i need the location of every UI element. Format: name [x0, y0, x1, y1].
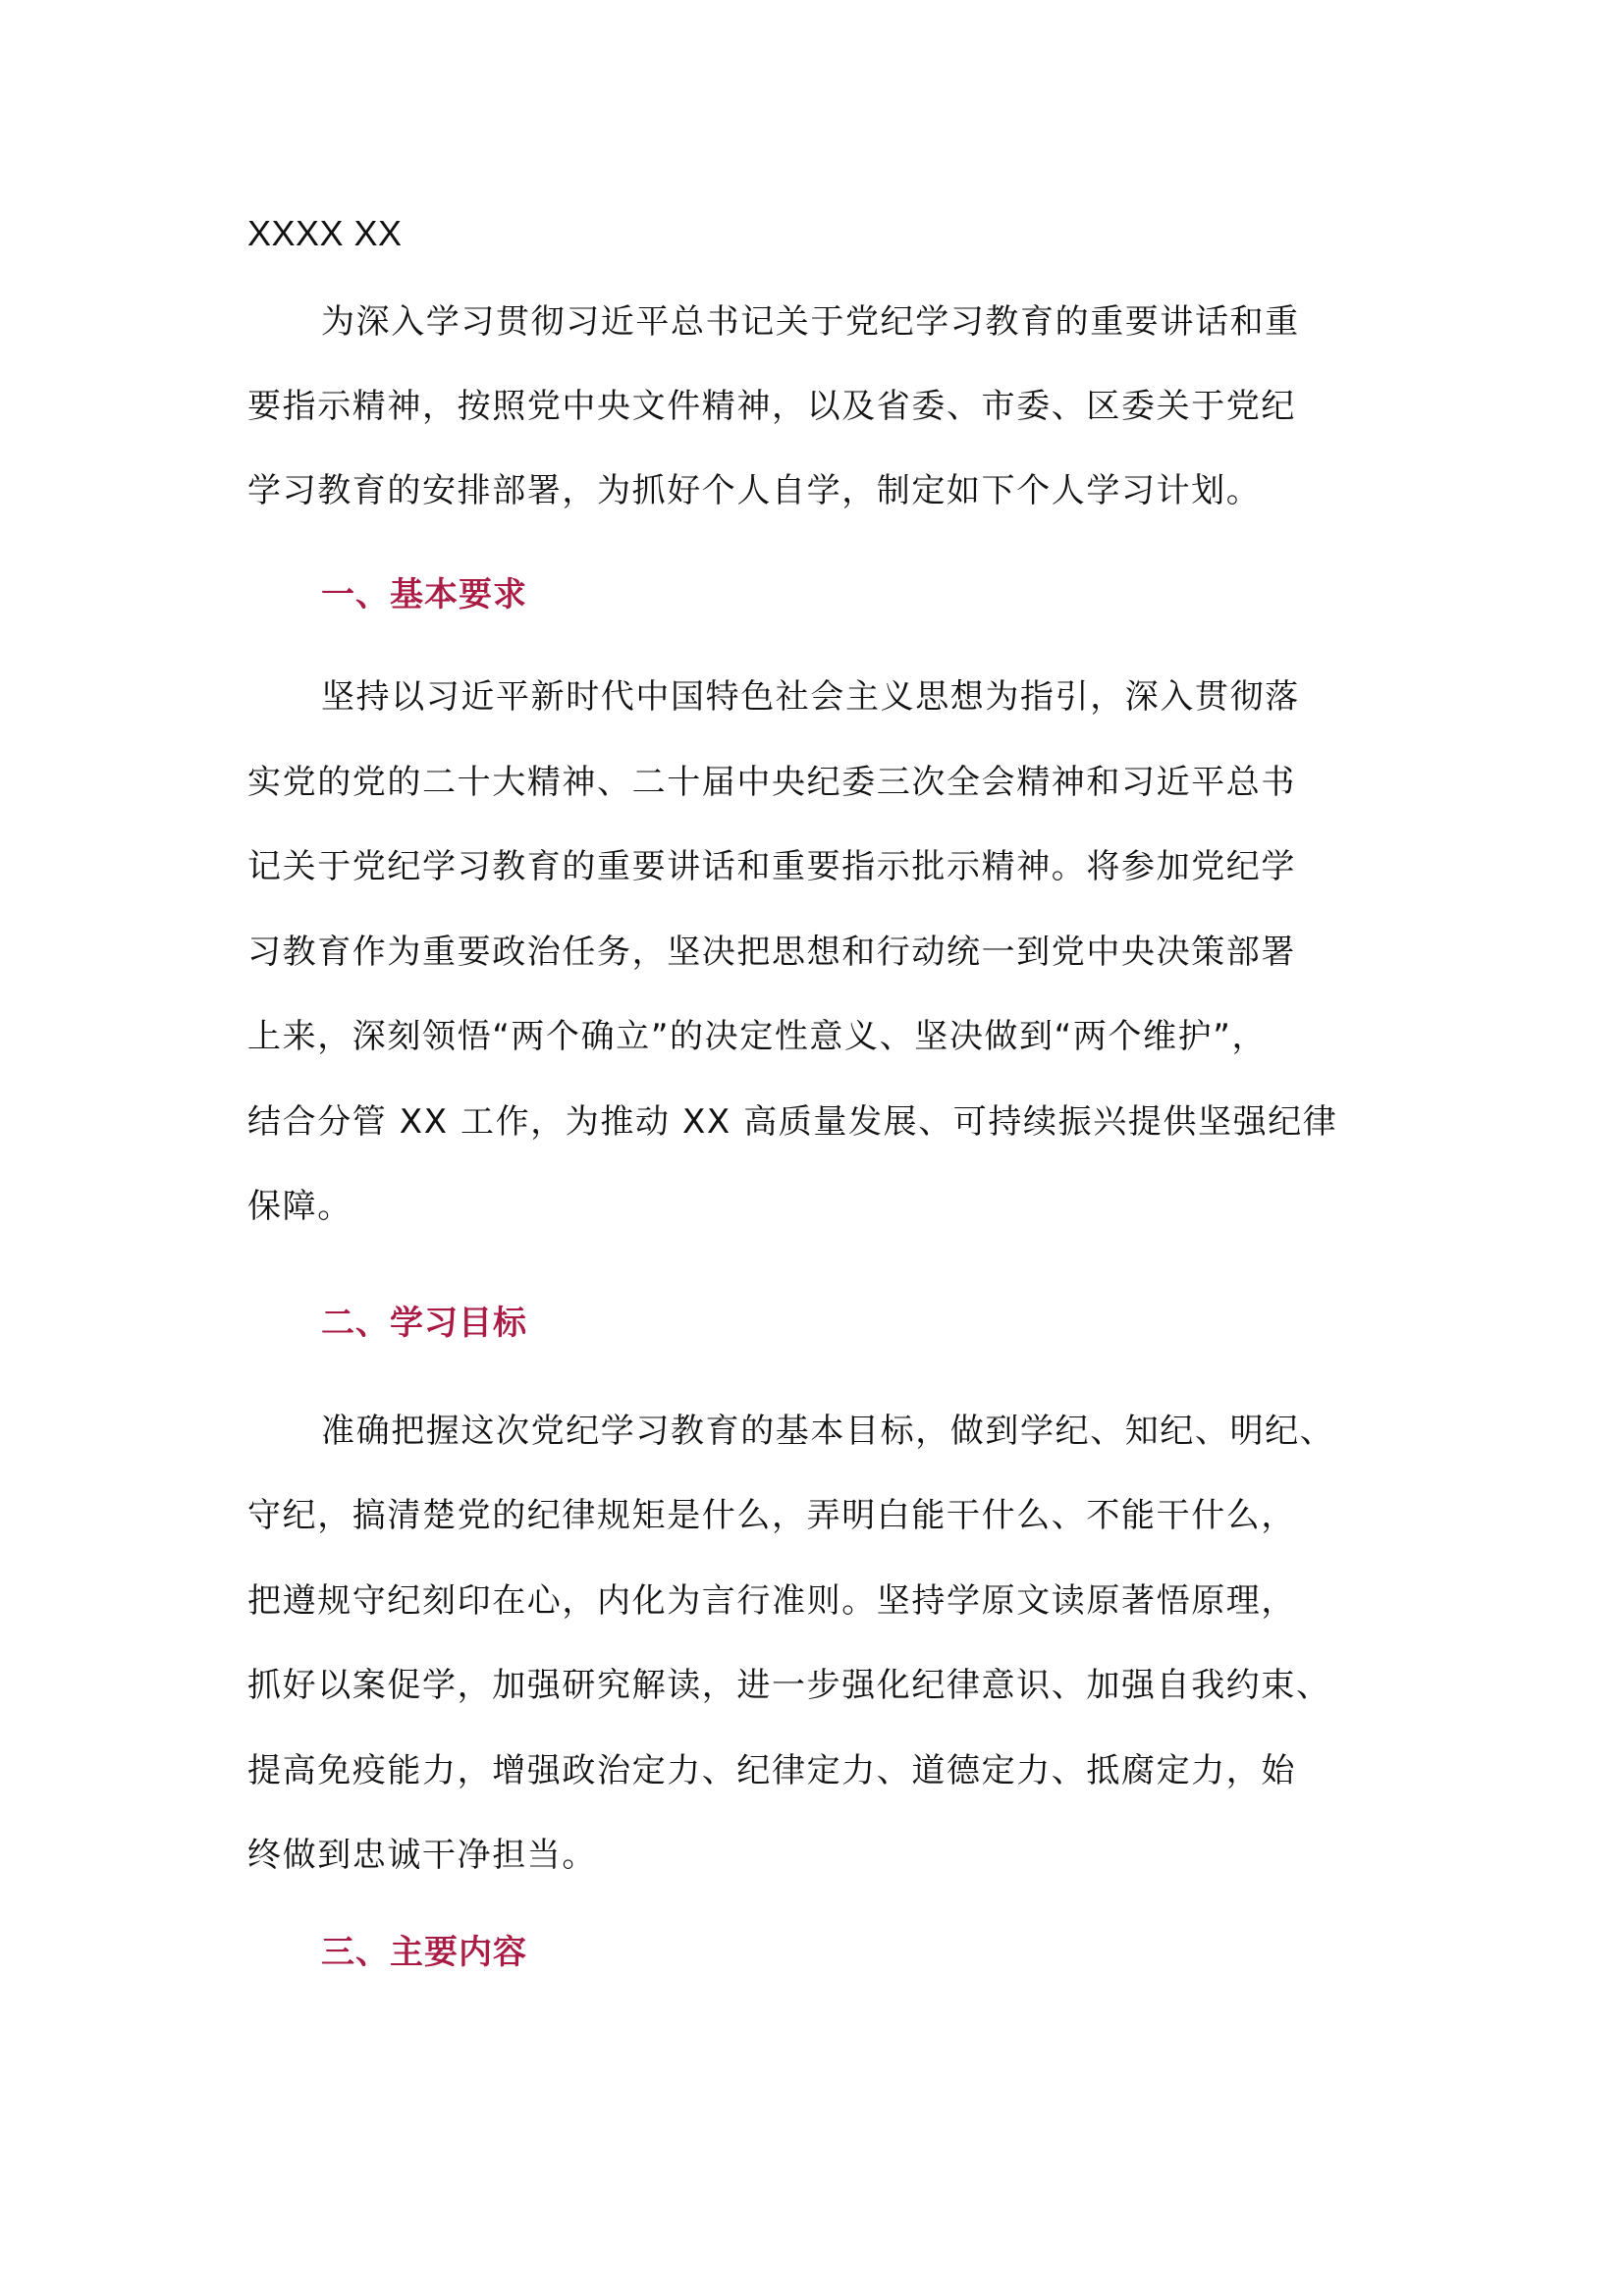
- section2-line-3: 把遵规守纪刻印在心，内化为言行准则。坚持学原文读原著悟原理，: [247, 1581, 1296, 1621]
- intro-line-2: 要指示精神，按照党中央文件精神，以及省委、市委、区委关于党纪: [247, 387, 1296, 426]
- section2-line-4: 抓好以案促学，加强研究解读，进一步强化纪律意识、加强自我约束、: [247, 1666, 1331, 1705]
- section2-line-2: 守纪，搞清楚党的纪律规矩是什么，弄明白能干什么、不能干什么，: [247, 1496, 1296, 1535]
- document-header-line: XXXX XX: [247, 213, 403, 253]
- section1-line-6: 结合分管 XX 工作，为推动 XX 高质量发展、可持续振兴提供坚强纪律: [247, 1102, 1338, 1142]
- section1-line-4: 习教育作为重要政治任务，坚决把思想和行动统一到党中央决策部署: [247, 933, 1296, 972]
- section-heading-basic-requirements: 一、基本要求: [321, 575, 527, 614]
- section-heading-learning-goals: 二、学习目标: [321, 1304, 527, 1343]
- section2-line-5: 提高免疫能力，增强政治定力、纪律定力、道德定力、抵腐定力，始: [247, 1751, 1296, 1790]
- section1-line-3: 记关于党纪学习教育的重要讲话和重要指示批示精神。将参加党纪学: [247, 847, 1296, 886]
- section1-line-5: 上来，深刻领悟“两个确立”的决定性意义、坚决做到“两个维护”，: [247, 1017, 1268, 1056]
- section-heading-main-content: 三、主要内容: [321, 1933, 527, 1972]
- intro-line-3: 学习教育的安排部署，为抓好个人自学，制定如下个人学习计划。: [247, 471, 1262, 510]
- section1-line-2: 实党的党的二十大精神、二十届中央纪委三次全会精神和习近平总书: [247, 763, 1296, 802]
- section2-line-1: 准确把握这次党纪学习教育的基本目标，做到学纪、知纪、明纪、: [321, 1412, 1335, 1451]
- intro-line-1: 为深入学习贯彻习近平总书记关于党纪学习教育的重要讲话和重: [321, 302, 1300, 342]
- section1-line-7: 保障。: [247, 1187, 352, 1226]
- section2-line-6: 终做到忠诚干净担当。: [247, 1836, 597, 1875]
- section1-line-1: 坚持以习近平新时代中国特色社会主义思想为指引，深入贯彻落: [321, 677, 1300, 717]
